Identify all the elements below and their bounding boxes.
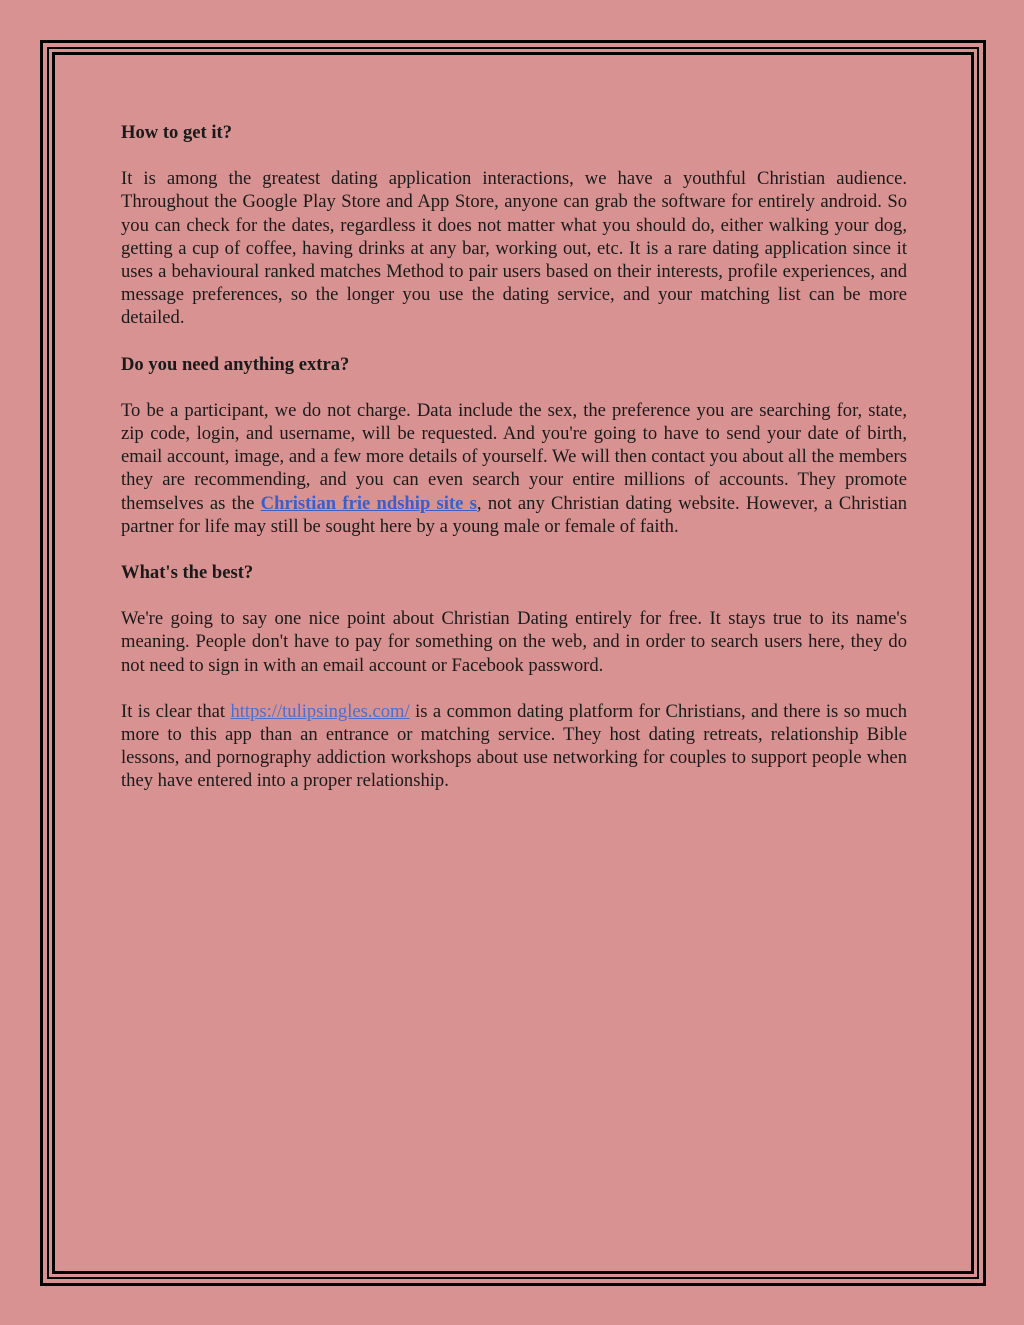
christian-friendship-sites-link[interactable]: Christian frie ndship site s [260, 492, 477, 514]
paragraph-text: is a common dating platform for Christians, and there is so much more to this app than an entrance or matching service. They host dating retreats, relationship Bible lessons, and pornography addiction workshops about use networking for couples to support people when they have entered into a proper relationship. [121, 700, 907, 792]
paragraph-text: To be a participant, we do not charge. Data include the sex, the preference you are searching for, state, zip code, login, and username, will be requested. And you're going to have to send your date of birth, email account, image, and a few more details of yourself. We will then contact you about all the members they are recommending, and you can even search your entire millions of accounts. They promote themselves as the [121, 399, 907, 514]
section-heading-whats-the-best: What's the best? [121, 562, 254, 584]
section-heading-anything-extra: Do you need anything extra? [121, 353, 350, 375]
paragraph-text: It is clear that [121, 700, 231, 722]
section-paragraph-conclusion [121, 700, 907, 793]
section-paragraph-whats-the-best: We're going to say one nice point about Christian Dating entirely for free. It stays true to its name's meaning. People don't have to pay for something on the web, and in order to search users here, they do not need to sign in with an email account or Facebook password. [121, 608, 907, 676]
section-paragraph-how-to-get-it: It is among the greatest dating application interactions, we have a youthful Christian audience. Throughout the Google Play Store and App Store, anyone can grab the software for entirely android. So you can check for the dates, regardless it does not matter what you should do, either walking your dog, getting a cup of coffee, having drinks at any bar, working out, etc. It is a rare dating application since it uses a behavioural ranked matches Method to pair users based on their interests, profile experiences, and message preferences, so the longer you use the dating service, and your matching list can be more detailed. [121, 168, 907, 329]
paragraph-text: , not any Christian dating website. However, a Christian partner for life may still be sought here by a young male or female of faith. [121, 492, 907, 537]
section-paragraph-anything-extra [121, 399, 907, 538]
article-body [121, 121, 907, 816]
tulipsingles-url-link[interactable]: https://tulipsingles.com/ [230, 700, 410, 722]
section-heading-how-to-get-it: How to get it? [121, 122, 233, 143]
